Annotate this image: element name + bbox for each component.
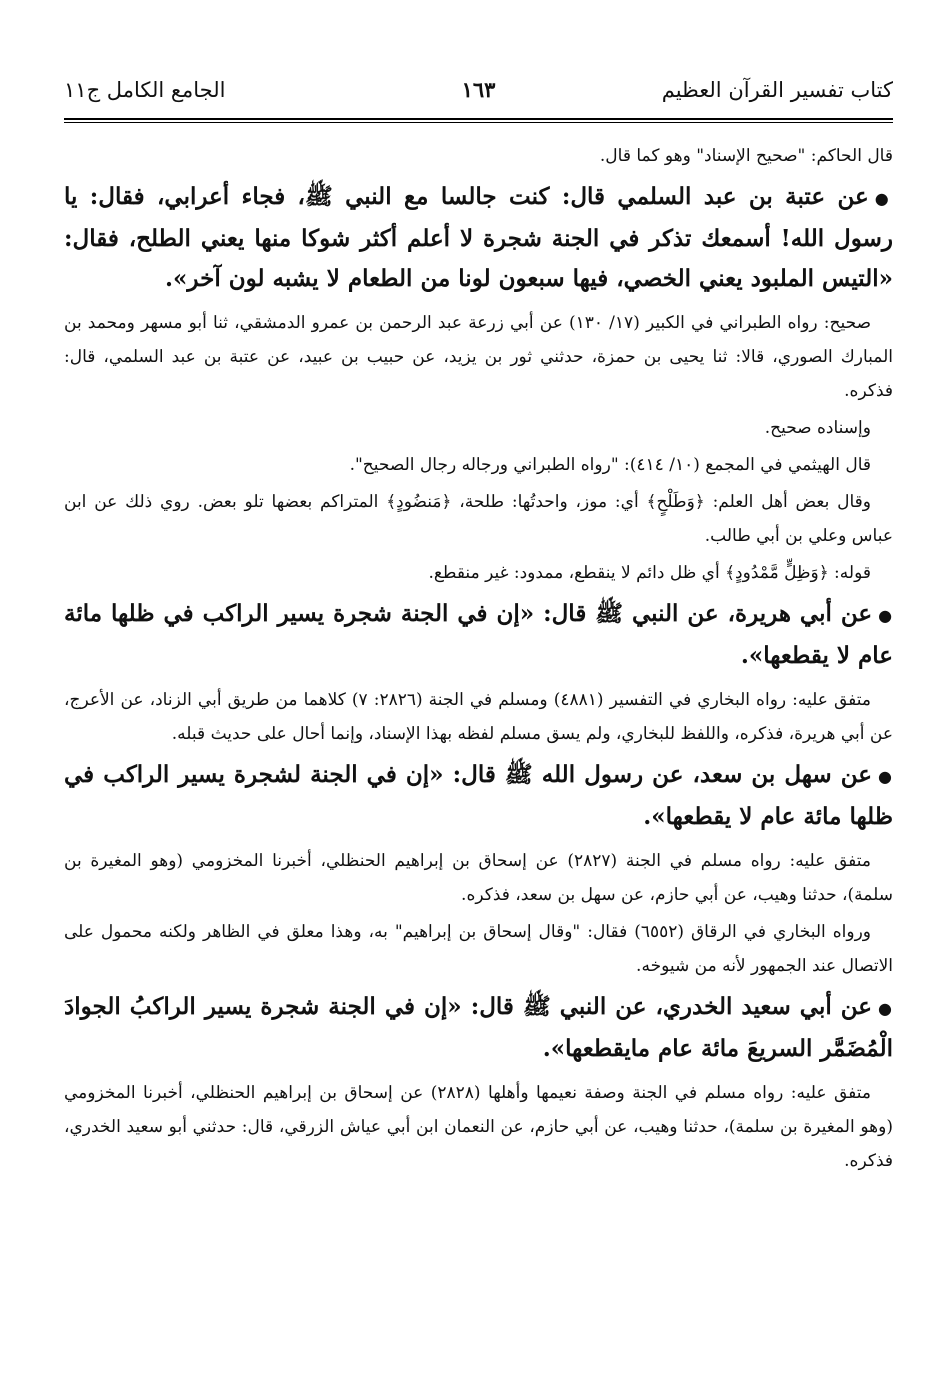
header-rule [64,118,893,120]
book-title: كتاب تفسير القرآن العظيم [661,78,893,102]
volume-label: الجامع الكامل ج١١ [64,78,226,102]
hadith-paragraph: ●عن سهل بن سعد، عن رسول الله ﷺ قال: «إن في الجنة لشجرة يسير الراكب في ظلها مائة عام لا يقطعها». [64,761,893,830]
paragraph: قال الحاكم: "صحيح الإسناد" وهو كما قال. [599,146,893,166]
paragraph: متفق عليه: رواه مسلم في الجنة (٢٨٢٧) عن إسحاق بن إبراهيم الحنظلي، أخبرنا المخزومي (وهو المغيرة بن سلمة)، حدثنا وهيب، عن أبي حازم، عن سهل بن سعد، فذكره. [64,851,893,905]
paragraph: صحيح: رواه الطبراني في الكبير (١٧/ ١٣٠) عن أبي زرعة عبد الرحمن بن عمرو الدمشقي، ثنا أبو مسهر ومحمد بن المبارك الصوري، قالا: ثنا يحيى بن حمزة، حدثني ثور بن يزيد، عن حبيب بن عبيد، عن عتبة بن عبد السلمي، قال: فذكره. [64,313,893,401]
hadith-paragraph: ●عن عتبة بن عبد السلمي قال: كنت جالسا مع النبي ﷺ، فجاء أعرابي، فقال: يا رسول الله! أسمعك تذكر في الجنة شجرة لا أعلم أكثر شوكا منها يعني الطلح، فقال: «التيس الملبود يعني الخصي، فيها سبعون لونا من الطعام لا يشبه لون آخر». [64,183,894,292]
paragraph: متفق عليه: رواه البخاري في التفسير (٤٨٨١) ومسلم في الجنة (٢٨٢٦: ٧) كلاهما من طريق أبي الزناد، عن الأعرج، عن أبي هريرة، فذكره، واللفظ للبخاري، ولم يسق مسلم لفظه بهذا الإسناد، وإنما أحال على حديث قبله. [64,690,893,744]
header-rule-thin [64,122,893,123]
paragraph: قال الهيثمي في المجمع (١٠/ ٤١٤): "رواه الطبراني ورجاله رجال الصحيح". [349,455,871,475]
bullet-icon: ● [878,999,893,1018]
page-content [64,139,893,1178]
paragraph: وقال بعض أهل العلم: ﴿وَطَلْحٍ﴾ أي: موز، واحدتُها: طلحة، ﴿مَنضُودٍ﴾ المتراكم بعضها تلو بعض. روي ذلك عن ابن عباس وعلي بن أبي طالب. [64,492,893,546]
bullet-icon: ● [878,606,894,625]
hadith-paragraph: ●عن أبي هريرة، عن النبي ﷺ قال: «إن في الجنة شجرة يسير الراكب في ظلها مائة عام لا يقطعها». [64,600,894,669]
paragraph: وإسناده صحيح. [764,418,871,438]
hadith-paragraph: ●عن أبي سعيد الخدري، عن النبي ﷺ قال: «إن في الجنة شجرة يسير الراكبُ الجوادَ الْمُضَمَّر السريعَ مائة عام مايقطعها». [64,993,893,1062]
bullet-icon: ● [877,767,893,786]
paragraph: ورواه البخاري في الرقاق (٦٥٥٢) فقال: "وقال إسحاق بن إبراهيم" به، وهذا معلق في الظاهر ولكنه محمول على الاتصال عند الجمهور لأنه من شيوخه. [64,922,893,976]
page-number: ١٦٣ [461,77,496,102]
paragraph: قوله: ﴿وَظِلٍّ مَّمْدُودٍ﴾ أي ظل دائم لا ينقطع، ممدود: غير منقطع. [428,563,871,583]
bullet-icon: ● [874,189,894,208]
page-header [64,70,893,110]
paragraph: متفق عليه: رواه مسلم في الجنة وصفة نعيمها وأهلها (٢٨٢٨) عن إسحاق بن إبراهيم الحنظلي، أخبرنا المخزومي (وهو المغيرة بن سلمة)، حدثنا وهيب، عن أبي حازم، عن النعمان ابن أبي عياش الزرقي، قال: حدثني أبو سعيد الخدري، فذكره. [64,1083,893,1171]
